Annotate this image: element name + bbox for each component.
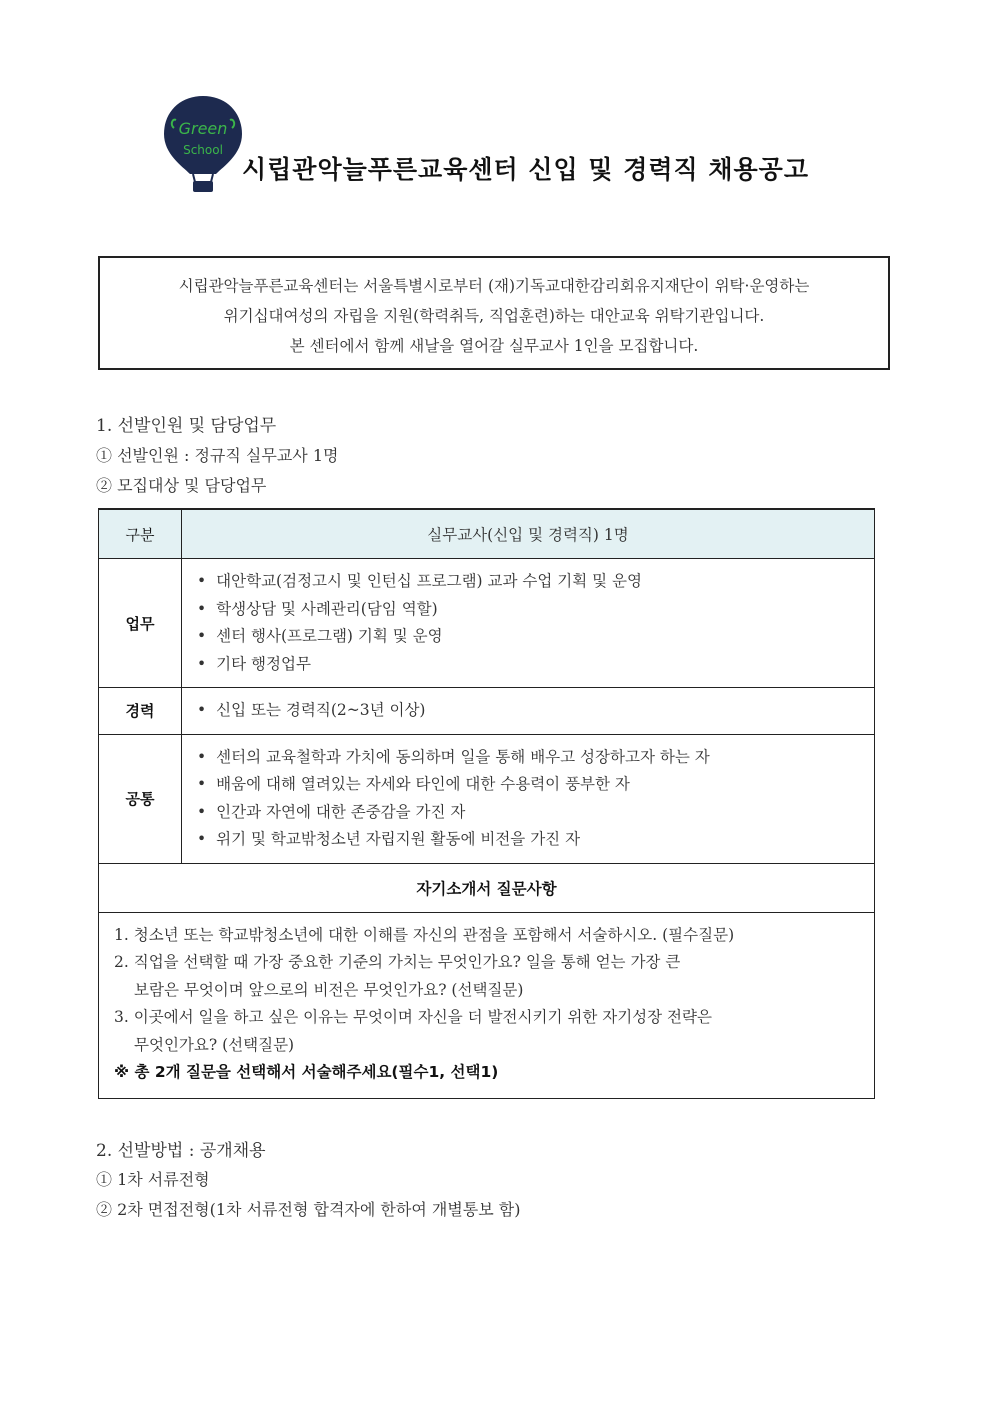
intro-line: 시립관악늘푸른교육센터는 서울특별시로부터 (재)기독교대한감리회유지재단이 위탁·운영하는 [178,277,810,295]
duties-cell [182,559,875,688]
questions-note: ※ 총 2개 질문을 선택해서 서술해주세요(필수1, 선택1) [114,1063,499,1081]
section1-item2: ② 모집대상 및 담당업무 [96,476,267,495]
list-item: • 센터 행사(프로그램) 기획 및 운영 [197,623,873,651]
row-label-common: 공통 [99,734,182,863]
questions-heading: 자기소개서 질문사항 [99,863,875,912]
table-head-label: 구분 [99,509,182,559]
intro-box [98,256,890,370]
recruit-table [98,508,875,1099]
svg-text:Green: Green [178,119,228,138]
green-school-logo [160,92,246,196]
intro-line: 위기십대여성의 자립을 지원(학력취득, 직업훈련)하는 대안교육 위탁기관입니다. [223,307,765,325]
list-item: • 대안학교(검정고시 및 인턴십 프로그램) 교과 수업 기획 및 운영 [197,568,873,596]
question-line: 무엇인가요? (선택질문) [134,1035,295,1054]
list-item: • 학생상담 및 사례관리(담임 역할) [197,596,873,624]
list-item: • 기타 행정업무 [197,651,873,679]
list-item: • 배움에 대해 열려있는 자세와 타인에 대한 수용력이 풍부한 자 [197,771,873,799]
question-line: 보람은 무엇이며 앞으로의 비전은 무엇인가요? (선택질문) [134,980,524,999]
list-item: • 센터의 교육철학과 가치에 동의하며 일을 통해 배우고 성장하고자 하는 자 [197,744,873,772]
section1-heading: 1. 선발인원 및 담당업무 [96,416,277,436]
page-title: 시립관악늘푸른교육센터 신입 및 경력직 채용공고 [242,155,809,184]
section1-item1: ① 선발인원 : 정규직 실무교사 1명 [96,446,339,465]
question-line: 2. 직업을 선택할 때 가장 중요한 기준의 가치는 무엇인가요? 일을 통해 얻는 가장 큰 [114,953,681,971]
row-label-career: 경력 [99,688,182,735]
list-item: • 인간과 자연에 대한 존중감을 가진 자 [197,799,873,827]
section2-item1: ① 1차 서류전형 [96,1170,210,1189]
table-head-position: 실무교사(신입 및 경력직) 1명 [182,509,875,559]
list-item: • 신입 또는 경력직(2~3년 이상) [197,697,873,725]
career-cell [182,688,875,735]
intro-line: 본 센터에서 함께 새날을 열어갈 실무교사 1인을 모집합니다. [289,337,699,355]
row-label-duties: 업무 [99,559,182,688]
question-line: 3. 이곳에서 일을 하고 싶은 이유는 무엇이며 자신을 더 발전시키기 위한 자기성장 전략은 [114,1008,712,1026]
questions-cell [99,912,875,1098]
question-line: 1. 청소년 또는 학교밖청소년에 대한 이해를 자신의 관점을 포함해서 서술하시오. (필수질문) [114,925,735,944]
svg-text:School: School [183,143,223,157]
common-cell [182,734,875,863]
section2-heading: 2. 선발방법 : 공개채용 [96,1141,266,1161]
list-item: • 위기 및 학교밖청소년 자립지원 활동에 비전을 가진 자 [197,826,873,854]
section2-item2: ② 2차 면접전형(1차 서류전형 합격자에 한하여 개별통보 함) [96,1200,521,1219]
